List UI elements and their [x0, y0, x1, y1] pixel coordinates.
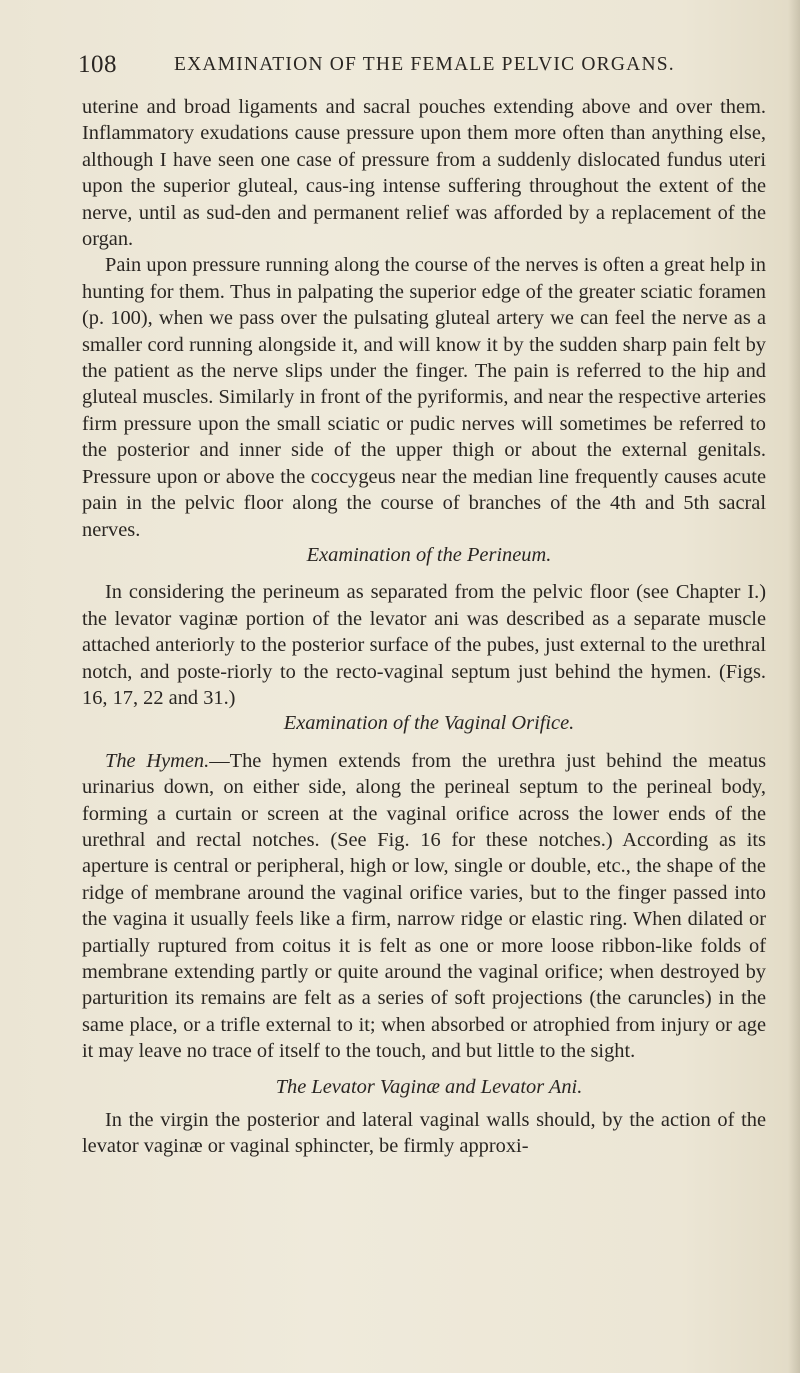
- heading-examination-vaginal-orifice: Examination of the Vaginal Orifice.: [283, 712, 575, 735]
- heading-levator-vaginae: The Levator Vaginæ and Levator Ani.: [275, 1075, 583, 1098]
- page-number: 108: [78, 51, 117, 78]
- paragraph-levator: In the virgin the posterior and lateral vaginal walls should, by the action of the levator vaginæ or vaginal sphincter, be firmly approxi-: [82, 1109, 766, 1158]
- running-head: EXAMINATION OF THE FEMALE PELVIC ORGANS.: [174, 54, 675, 75]
- paragraph-pain-pressure: Pain upon pressure running along the course of the nerves is often a great help in hunting for them. Thus in palpating the superior edge of the greater sciatic foramen (p. 100), when we pass over the pulsating gluteal artery we can feel the nerve as a smaller cord running alongside it, and will know it by the sudden sharp pain felt by the patient as the nerve slips under the finger. The pain is referred to the hip and gluteal muscles. Similarly in front of the pyriformis, and near the respective arteries firm pressure upon the small sciatic or pudic nerves will sometimes be referred to the posterior and inner side of the upper thigh or about the external genitals. Pressure upon or above the coccygeus near the median line frequently causes acute pain in the pelvic floor along the course of branches of the 4th and 5th sacral nerves.: [82, 254, 767, 541]
- heading-examination-perineum: Examination of the Perineum.: [306, 543, 552, 566]
- page-header: [78, 51, 758, 83]
- page-edge-shadow: [788, 0, 800, 1373]
- body-text: [82, 94, 766, 1334]
- hymen-text: —The hymen extends from the urethra just behind the meatus urinarius down, on either side, along the perineal septum to the perineal body, forming a curtain or screen at the vaginal orifice across the lower ends of the urethral and rectal notches. (See Fig. 16 for these notches.) According as its aperture is central or peripheral, high or low, single or double, etc., the shape of the ridge of membrane around the vaginal orifice varies, but to the finger passed into the vagina it usually feels like a firm, narrow ridge or elastic ring. When dilated or partially ruptured from coitus it is felt as one or more loose ribbon-like folds of membrane extending partly or quite around the vaginal orifice; when destroyed by parturition its remains are felt as a series of soft projections (the caruncles) in the same place, or a trifle external to it; when absorbed or atrophied from injury or age it may leave no trace of itself to the touch, and but little to the sight.: [82, 749, 766, 1063]
- paragraph-hymen: [82, 748, 766, 1065]
- paragraph-nerve-pressure: uterine and broad ligaments and sacral pouches extending above and over them. Inflammatory exudations cause pressure upon them more often than anything else, although I have seen one case of pressure from a suddenly dislocated fundus uteri upon the superior gluteal, caus-ing intense suffering throughout the extent of the nerve, until as sud-den and permanent relief was afforded by a replacement of the organ.: [82, 96, 766, 251]
- paragraph-perineum: In considering the perineum as separated from the pelvic floor (see Chapter I.) the levator vaginæ portion of the levator ani was described as a separate muscle attached anteriorly to the posterior surface of the pubes, just external to the urethral notch, and poste-riorly to the recto-vaginal septum just behind the hymen. (Figs. 16, 17, 22 and 31.): [82, 581, 766, 709]
- hymen-lead: The Hymen.: [105, 749, 210, 772]
